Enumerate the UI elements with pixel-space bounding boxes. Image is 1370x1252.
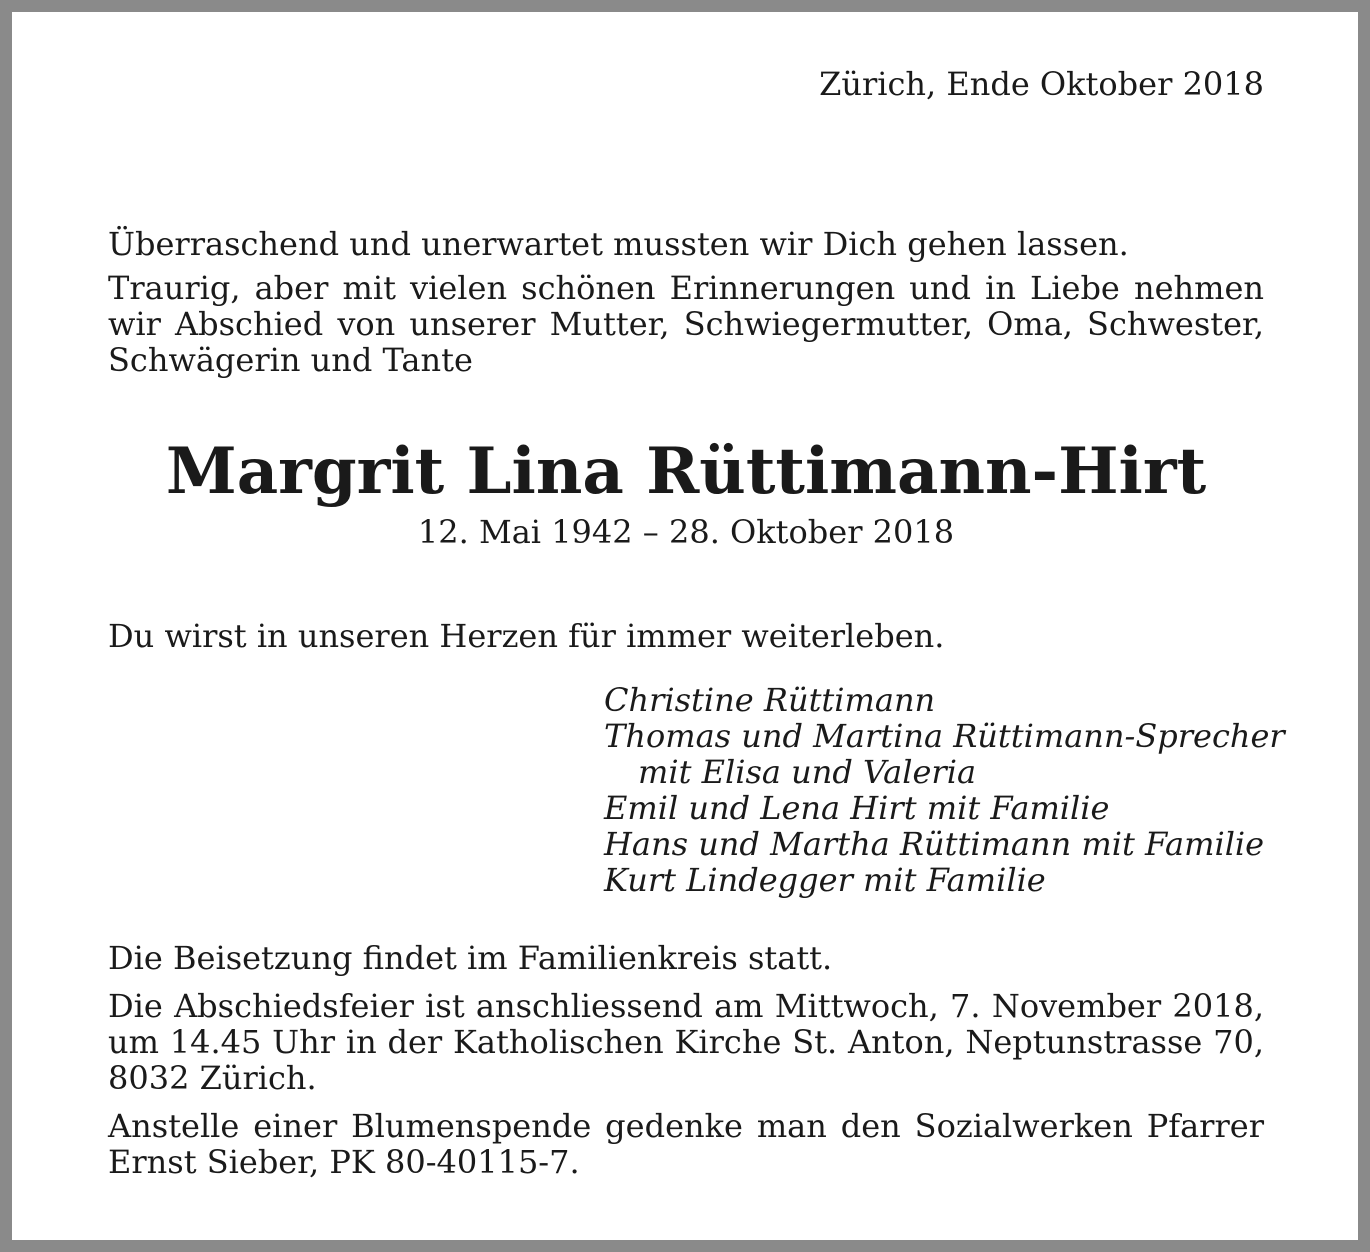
life-dates: 12. Mai 1942 – 28. Oktober 2018 [417,513,955,551]
mourner-entry-sub: mit Elisa und Valeria [638,753,977,791]
donation-note: Anstelle einer Blumenspende gedenke man den Sozialwerken Pfarrer Ernst Sieber, PK 80-40115-7. [108,1107,1264,1181]
mourner-entry: Emil und Lena Hirt mit Familie [604,789,1110,827]
mourner-entry: Christine Rüttimann [604,681,936,719]
intro-line-2: Traurig, aber mit vielen schönen Erinnerungen und in Liebe nehmen wir Abschied von unserer Mutter, Schwiegermutter, Oma, Schwester, Schwägerin und Tante [108,269,1264,379]
ceremony-note: Die Abschiedsfeier ist anschliessend am Mittwoch, 7. November 2018, um 14.45 Uhr in der Katholischen Kirche St. Anton, Neptunstrasse 70, 8032 Zürich. [108,987,1264,1097]
memorial-motto: Du wirst in unseren Herzen für immer weiterleben. [108,617,945,655]
service-details [108,940,1264,1192]
dateline: Zürich, Ende Oktober 2018 [819,65,1264,103]
obituary-page [12,12,1358,1240]
mourners-list [604,682,1285,898]
mourner-entry: Thomas und Martina Rüttimann-Sprecher [604,717,1285,755]
burial-note: Die Beisetzung findet im Familienkreis statt. [108,939,833,977]
mourner-entry: Hans und Martha Rüttimann mit Familie [604,825,1265,863]
deceased-name: Margrit Lina Rüttimann-Hirt [165,434,1207,509]
intro-text [108,226,1264,386]
mourner-entry: Kurt Lindegger mit Familie [604,861,1046,899]
intro-line-1: Überraschend und unerwartet mussten wir Dich gehen lassen. [108,225,1129,263]
